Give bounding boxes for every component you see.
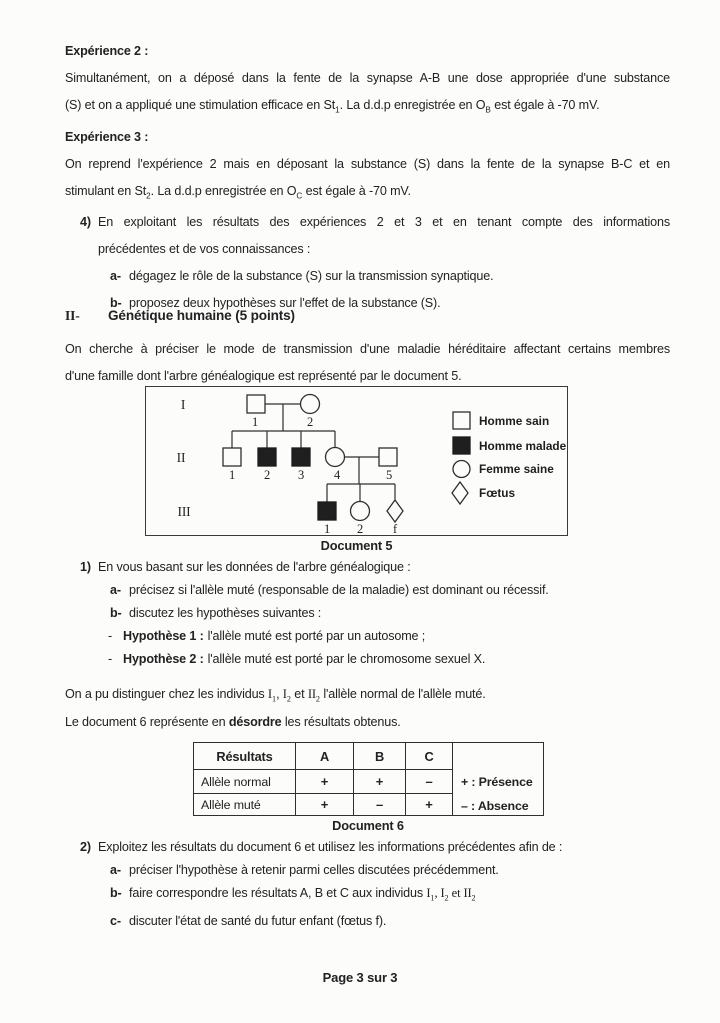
item-a-label: a- <box>110 583 121 597</box>
document6-caption: Document 6 <box>332 818 404 833</box>
text-segment: l'allèle normal de l'allèle muté. <box>320 687 486 701</box>
pedigree-II5-male-healthy <box>379 448 397 466</box>
individual-number: 1 <box>228 468 236 482</box>
pedigree-IIIf-foetus <box>387 500 403 522</box>
text-segment: faire correspondre les résultats A, B et C aux individus <box>129 886 427 900</box>
table-header-B: B <box>354 743 406 770</box>
text-segment: est égale à -70 mV. <box>302 183 411 198</box>
section2-title: Génétique humaine (5 points) <box>108 308 295 323</box>
document6-table-wrap <box>193 742 544 816</box>
subscript: C <box>296 191 303 201</box>
question4-item-a <box>65 263 670 290</box>
item-b-label: b- <box>110 296 122 311</box>
individual-number: f <box>392 522 398 534</box>
hypothesis-2-label: Hypothèse 2 : <box>123 652 204 666</box>
individual-number: 2 <box>356 522 364 534</box>
hypothesis-2 <box>65 648 670 671</box>
text-segment: . La d.d.p enregistrée en O <box>150 183 297 198</box>
experience2-line2 <box>65 92 670 124</box>
question2-intro <box>65 836 670 859</box>
item-c-label: c- <box>110 913 121 928</box>
item-a-text: préciser l'hypothèse à retenir parmi celles discutées précédemment. <box>129 863 499 877</box>
hypothesis-1-label: Hypothèse 1 : <box>123 629 204 643</box>
pedigree-III2-female-healthy <box>351 502 370 521</box>
text-segment: et <box>448 886 464 900</box>
pedigree-I2-female-healthy <box>301 395 320 414</box>
question2-number: 2) <box>80 840 91 854</box>
question4-number: 4) <box>80 215 91 230</box>
cell-mute-B: – <box>354 794 406 816</box>
generation-label-III: III <box>177 504 191 519</box>
section2-intro <box>65 336 670 390</box>
alleles-line2 <box>65 711 670 734</box>
hypothesis-2-text: l'allèle muté est porté par le chromosome sexuel X. <box>207 652 486 666</box>
row-label-allele-normal: Allèle normal <box>194 770 296 794</box>
table-header-resultats: Résultats <box>194 743 296 770</box>
cell-normal-B: + <box>354 770 406 794</box>
experience2-line1: Simultanément, on a déposé dans la fente de la synapse A-B une dose appropriée d'une substance <box>65 71 670 85</box>
text-segment: Exploitez les résultats du document 6 et utilisez les informations précédentes afin de : <box>98 840 563 854</box>
bullet-dash: - <box>108 629 113 643</box>
text-segment: En exploitant les résultats des expériences 2 et 3 et en tenant compte des informations <box>98 215 670 230</box>
text-segment: les résultats obtenus. <box>281 714 401 729</box>
subscript: B <box>485 105 491 115</box>
document5-caption: Document 5 <box>320 538 393 553</box>
text-segment: , <box>434 886 441 900</box>
alleles-paragraph <box>65 683 670 734</box>
individual-number: 1 <box>323 522 331 534</box>
generation-label-II: II <box>176 450 186 465</box>
experience2-title: Expérience 2 : <box>65 44 149 58</box>
legend-circle-icon <box>453 461 470 478</box>
document5-pedigree-box <box>145 386 568 536</box>
legend-square-empty-icon <box>453 412 470 429</box>
text-segment: (S) et on a appliqué une stimulation efficace en St <box>65 98 336 112</box>
legend-absence: – : Absence <box>461 799 529 813</box>
pedigree-II2-male-affected <box>258 448 276 466</box>
individual-II2: $II_2$ <box>463 886 476 903</box>
item-b-text: discutez les hypothèses suivantes : <box>129 606 322 620</box>
pedigree-I1-male-healthy <box>247 395 265 413</box>
individual-number: 2 <box>263 468 271 482</box>
experience3-title: Expérience 3 : <box>65 129 149 144</box>
desordre-bold: désordre <box>228 714 282 729</box>
question1-item-a <box>65 579 670 602</box>
text-segment: et <box>290 687 308 701</box>
document6-table <box>193 742 544 816</box>
hypothesis-1-text: l'allèle muté est porté par un autosome ; <box>207 629 426 643</box>
question2-block <box>65 836 670 933</box>
question1-intro <box>65 556 670 579</box>
table-legend-cell <box>453 743 544 816</box>
section2-heading <box>65 306 295 326</box>
legend-diamond-icon <box>452 482 468 504</box>
item-c-text: discuter l'état de santé du futur enfant (fœtus f). <box>129 913 387 928</box>
cell-mute-C: + <box>406 794 453 816</box>
section2-numeral: II- <box>65 308 80 323</box>
individual-I2: $I_2$ <box>282 687 291 704</box>
legend-label: Homme malade <box>479 439 566 453</box>
experience3-line1: On reprend l'expérience 2 mais en déposant la substance (S) dans la fente de la synapse B-C et en <box>65 156 670 171</box>
question4-line2: précédentes et de vos connaissances : <box>98 242 311 257</box>
item-b-text: proposez deux hypothèses sur l'effet de la substance (S). <box>129 296 441 311</box>
generation-label-I: I <box>180 397 186 412</box>
subscript: 1 <box>335 105 340 115</box>
cell-normal-C: – <box>406 770 453 794</box>
individual-number: 2 <box>306 415 314 429</box>
pedigree-II3-male-affected <box>292 448 310 466</box>
item-a-label: a- <box>110 863 121 877</box>
pedigree-II4-female-healthy <box>326 448 345 467</box>
text-segment: Le document 6 représente en <box>65 714 229 729</box>
page-number-footer: Page 3 sur 3 <box>322 970 398 985</box>
item-a-text: précisez si l'allèle muté (responsable de la maladie) est dominant ou récessif. <box>129 583 549 597</box>
section2-intro-line2: d'une famille dont l'arbre généalogique est représenté par le document 5. <box>65 369 462 383</box>
table-header-C: C <box>406 743 453 770</box>
question1-item-b <box>65 602 670 625</box>
subscript: 2 <box>146 191 151 201</box>
experiments-block <box>65 38 670 317</box>
row-label-allele-mute: Allèle muté <box>194 794 296 816</box>
individual-I1: $I_1$ <box>267 687 277 704</box>
question2-item-b <box>65 882 670 910</box>
text-segment: stimulant en St <box>65 183 147 198</box>
individual-II2: $II_2$ <box>307 687 320 704</box>
individual-number: 4 <box>333 468 341 482</box>
text-segment: En vous basant sur les données de l'arbre généalogique : <box>98 560 411 574</box>
legend-square-filled-icon <box>453 437 470 454</box>
individual-number: 5 <box>385 468 393 482</box>
section2-intro-line1: On cherche à préciser le mode de transmission d'une maladie héréditaire affectant certains membres <box>65 342 670 356</box>
pedigree-II1-male-healthy <box>223 448 241 466</box>
pedigree-III1-male-affected <box>318 502 336 520</box>
cell-normal-A: + <box>296 770 354 794</box>
legend-label: Fœtus <box>479 486 516 500</box>
legend-label: Femme saine <box>479 462 554 476</box>
question4-line1 <box>65 209 670 236</box>
legend-presence: + : Présence <box>461 775 533 789</box>
text-segment: . La d.d.p enregistrée en O <box>339 98 486 112</box>
legend-label: Homme sain <box>479 414 550 428</box>
individual-number: 3 <box>297 468 305 482</box>
bullet-dash: - <box>108 652 113 666</box>
hypothesis-1 <box>65 625 670 648</box>
cell-mute-A: + <box>296 794 354 816</box>
text-segment: est égale à -70 mV. <box>490 98 600 112</box>
question2-item-a <box>65 859 670 882</box>
question2-item-c <box>65 910 670 933</box>
individual-I1: $I_1$ <box>426 886 435 903</box>
question1-block <box>65 556 670 671</box>
item-b-label: b- <box>110 886 122 900</box>
pedigree-diagram <box>146 387 566 534</box>
experience3-line2 <box>65 178 670 210</box>
alleles-line1 <box>65 683 670 711</box>
item-b-label: b- <box>110 606 122 620</box>
item-a-text: dégagez le rôle de la substance (S) sur la transmission synaptique. <box>129 269 494 284</box>
question1-number: 1) <box>80 560 91 574</box>
table-header-A: A <box>296 743 354 770</box>
text-segment: On a pu distinguer chez les individus <box>65 687 268 701</box>
individual-I2: $I_2$ <box>440 886 449 903</box>
item-a-label: a- <box>110 269 121 284</box>
text-segment: , <box>276 687 283 701</box>
individual-number: 1 <box>251 415 259 429</box>
